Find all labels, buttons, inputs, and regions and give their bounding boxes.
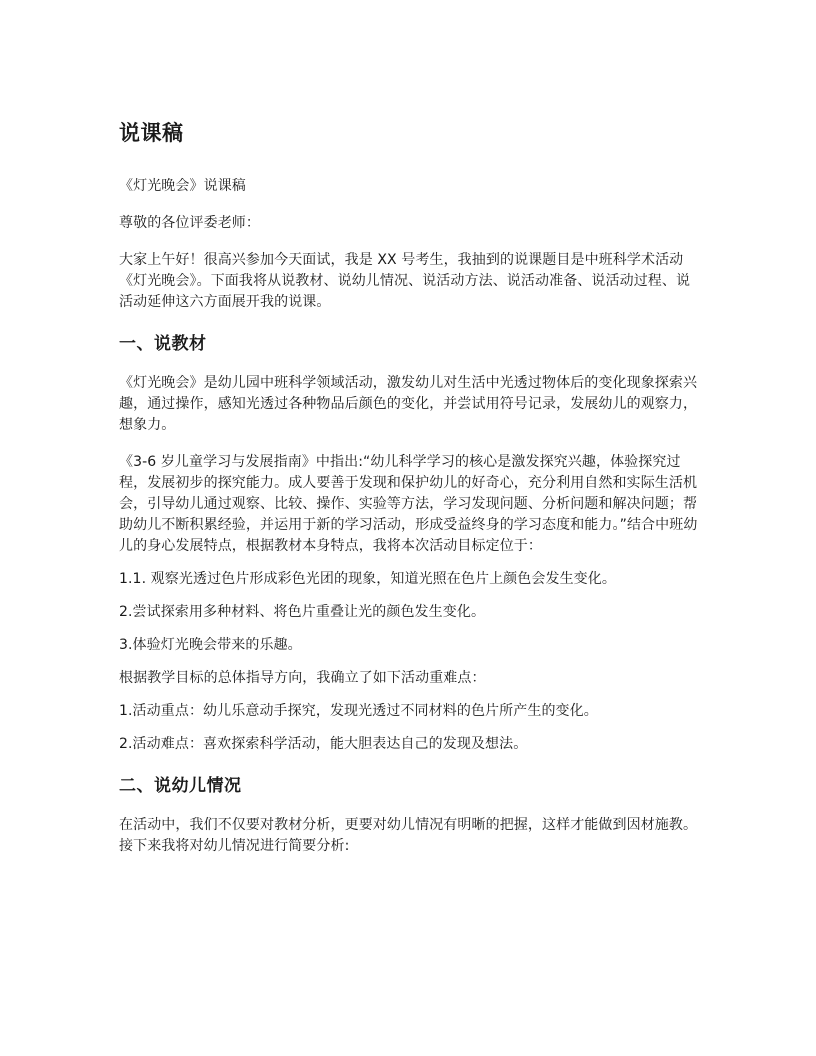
document-page (119, 118, 704, 869)
lesson-subtitle: 《灯光晚会》说课稿 (119, 178, 246, 194)
goal-item-3: 3.体验灯光晚会带来的乐趣。 (119, 637, 302, 653)
children-paragraph-1: 在活动中，我们不仅要对教材分析，更要对幼儿情况有明晰的把握，这样才能做到因材施教。接下来我将对幼儿情况进行简要分析: (119, 817, 698, 854)
section-heading-textbook: 一、说教材 (119, 334, 207, 354)
document-title: 说课稿 (119, 121, 184, 145)
textbook-paragraph-2: 《3-6 岁儿童学习与发展指南》中指出:“幼儿科学学习的核心是激发探究兴趣，体验探究过程，发展初步的探究能力。成人要善于发现和保护幼儿的好奇心，充分利用自然和实际生活机会，引导幼儿通过观察、比较、操作、实验等方法，学习发现问题、分析问题和解决问题；帮助幼儿不断积累经验，并运用于新的学习活动，形成受益终身的学习态度和能力。”结合中班幼儿的身心发展特点，根据教材本身特点，我将本次活动目标定位于： (119, 454, 698, 554)
goal-item-2: 2.尝试探索用多种材料、将色片重叠让光的颜色发生变化。 (119, 604, 486, 620)
intro-paragraph: 大家上午好！很高兴参加今天面试，我是 XX 号考生，我抽到的说课题目是中班科学术活动《灯光晚会》。下面我将从说教材、说幼儿情况、说活动方法、说活动准备、说活动过程、说活动延伸这六方面展开我的说课。 (119, 252, 691, 310)
key-points-intro: 根据教学目标的总体指导方向，我确立了如下活动重难点： (119, 670, 486, 686)
textbook-paragraph-1: 《灯光晚会》是幼儿园中班科学领域活动，激发幼儿对生活中光透过物体后的变化现象探索兴趣，通过操作，感知光透过各种物品后颜色的变化，并尝试用符号记录，发展幼儿的观察力，想象力。 (119, 375, 698, 433)
goal-item-1: 1.1. 观察光透过色片形成彩色光团的现象，知道光照在色片上颜色会发生变化。 (119, 571, 616, 587)
key-point-2: 2.活动难点：喜欢探索科学活动，能大胆表达自己的发现及想法。 (119, 736, 528, 752)
key-point-1: 1.活动重点：幼儿乐意动手探究，发现光透过不同材料的色片所产生的变化。 (119, 703, 598, 719)
section-heading-children: 二、说幼儿情况 (119, 776, 242, 796)
greeting: 尊敬的各位评委老师： (119, 215, 260, 231)
